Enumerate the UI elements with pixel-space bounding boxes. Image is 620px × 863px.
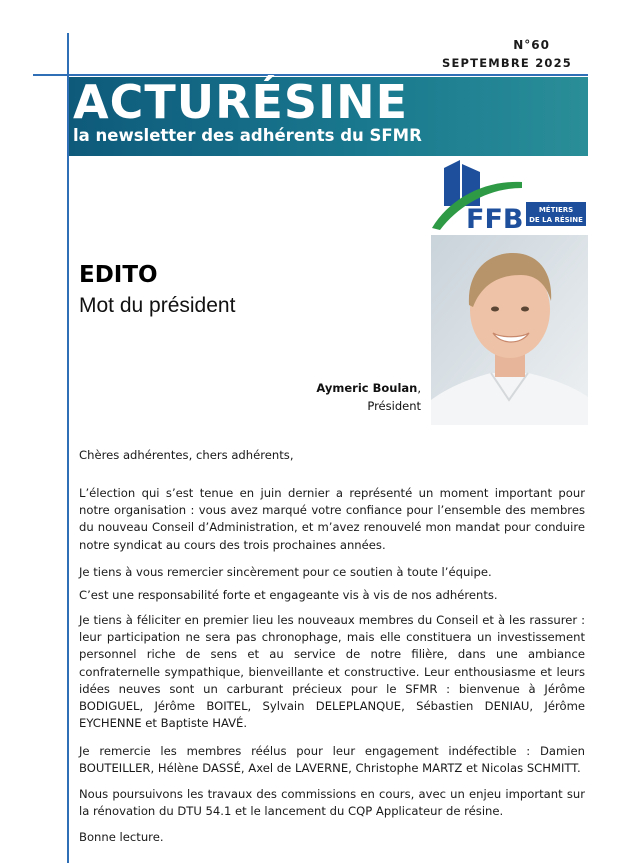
author-name-text: Aymeric Boulan (316, 381, 418, 395)
letter-greeting: Chères adhérentes, chers adhérents, (79, 448, 294, 462)
letter-paragraph: C’est une responsabilité forte et engageante vis à vis de nos adhérents. (79, 588, 498, 602)
logo-tagline-line1: MÉTIERS (538, 206, 574, 214)
logo-building-left (444, 160, 460, 206)
letter-paragraph: L’élection qui s’est tenue en juin dernier a représenté un moment important pour notre organisation : vous avez marqué votre confiance pour l’ensemble des membres du nouveau Conseil d’Administration, et m’avez renouvelé mon mandat pour conduire notre syndicat au cours des trois prochaines années. (79, 486, 585, 552)
author-name-suffix: , (417, 381, 421, 395)
newsletter-banner (69, 77, 588, 156)
letter-paragraph: Je tiens à vous remercier sincèrement pour ce soutien à toute l’équipe. (79, 565, 492, 579)
letter-paragraph: Nous poursuivons les travaux des commissions en cours, avec un enjeu important sur la rénovation du DTU 54.1 et le lancement du CQP Applicateur de résine. (79, 787, 585, 819)
newsletter-subtitle: la newsletter des adhérents du SFMR (73, 126, 422, 145)
logo-tagline-line2: DE LA RÉSINE (529, 216, 583, 224)
ffb-logo (430, 158, 590, 234)
letter-closing: Bonne lecture. (79, 830, 164, 844)
newsletter-title: ACTURÉSINE (73, 75, 409, 129)
issue-date: SEPTEMBRE 2025 (442, 56, 572, 70)
president-photo (431, 235, 588, 425)
issue-number: N°60 (513, 38, 550, 52)
edito-heading: EDITO (79, 262, 158, 288)
edito-subheading: Mot du président (79, 294, 236, 317)
author-name (316, 381, 421, 395)
letter-paragraph: Je tiens à féliciter en premier lieu les nouveaux membres du Conseil et à les rassurer : leur participation ne sera pas chronophage, mais elle constituera un investissement personnel riche de sens et au service de notre filière, dans une ambiance confraternelle sympathique, bienveillante et constructive. Leur enthousiasme et leurs idées neuves sont un carburant précieux pour le SFMR : bienvenue à Jérôme BODIGUEL, Jérôme BOITEL, Sylvain DELEPLANQUE, Sébastien DENIAU, Jérôme EYCHENNE et Baptiste HAVÉ. (79, 613, 585, 731)
letter-paragraph: Je remercie les membres réélus pour leur engagement indéfectible : Damien BOUTEILLER, Hélène DASSÉ, Axel de LAVERNE, Christophe MARTZ et Nicolas SCHMITT. (79, 744, 585, 776)
logo-brand-text: FFB (466, 204, 524, 234)
left-rule (67, 33, 69, 863)
author-role: Président (367, 399, 421, 413)
